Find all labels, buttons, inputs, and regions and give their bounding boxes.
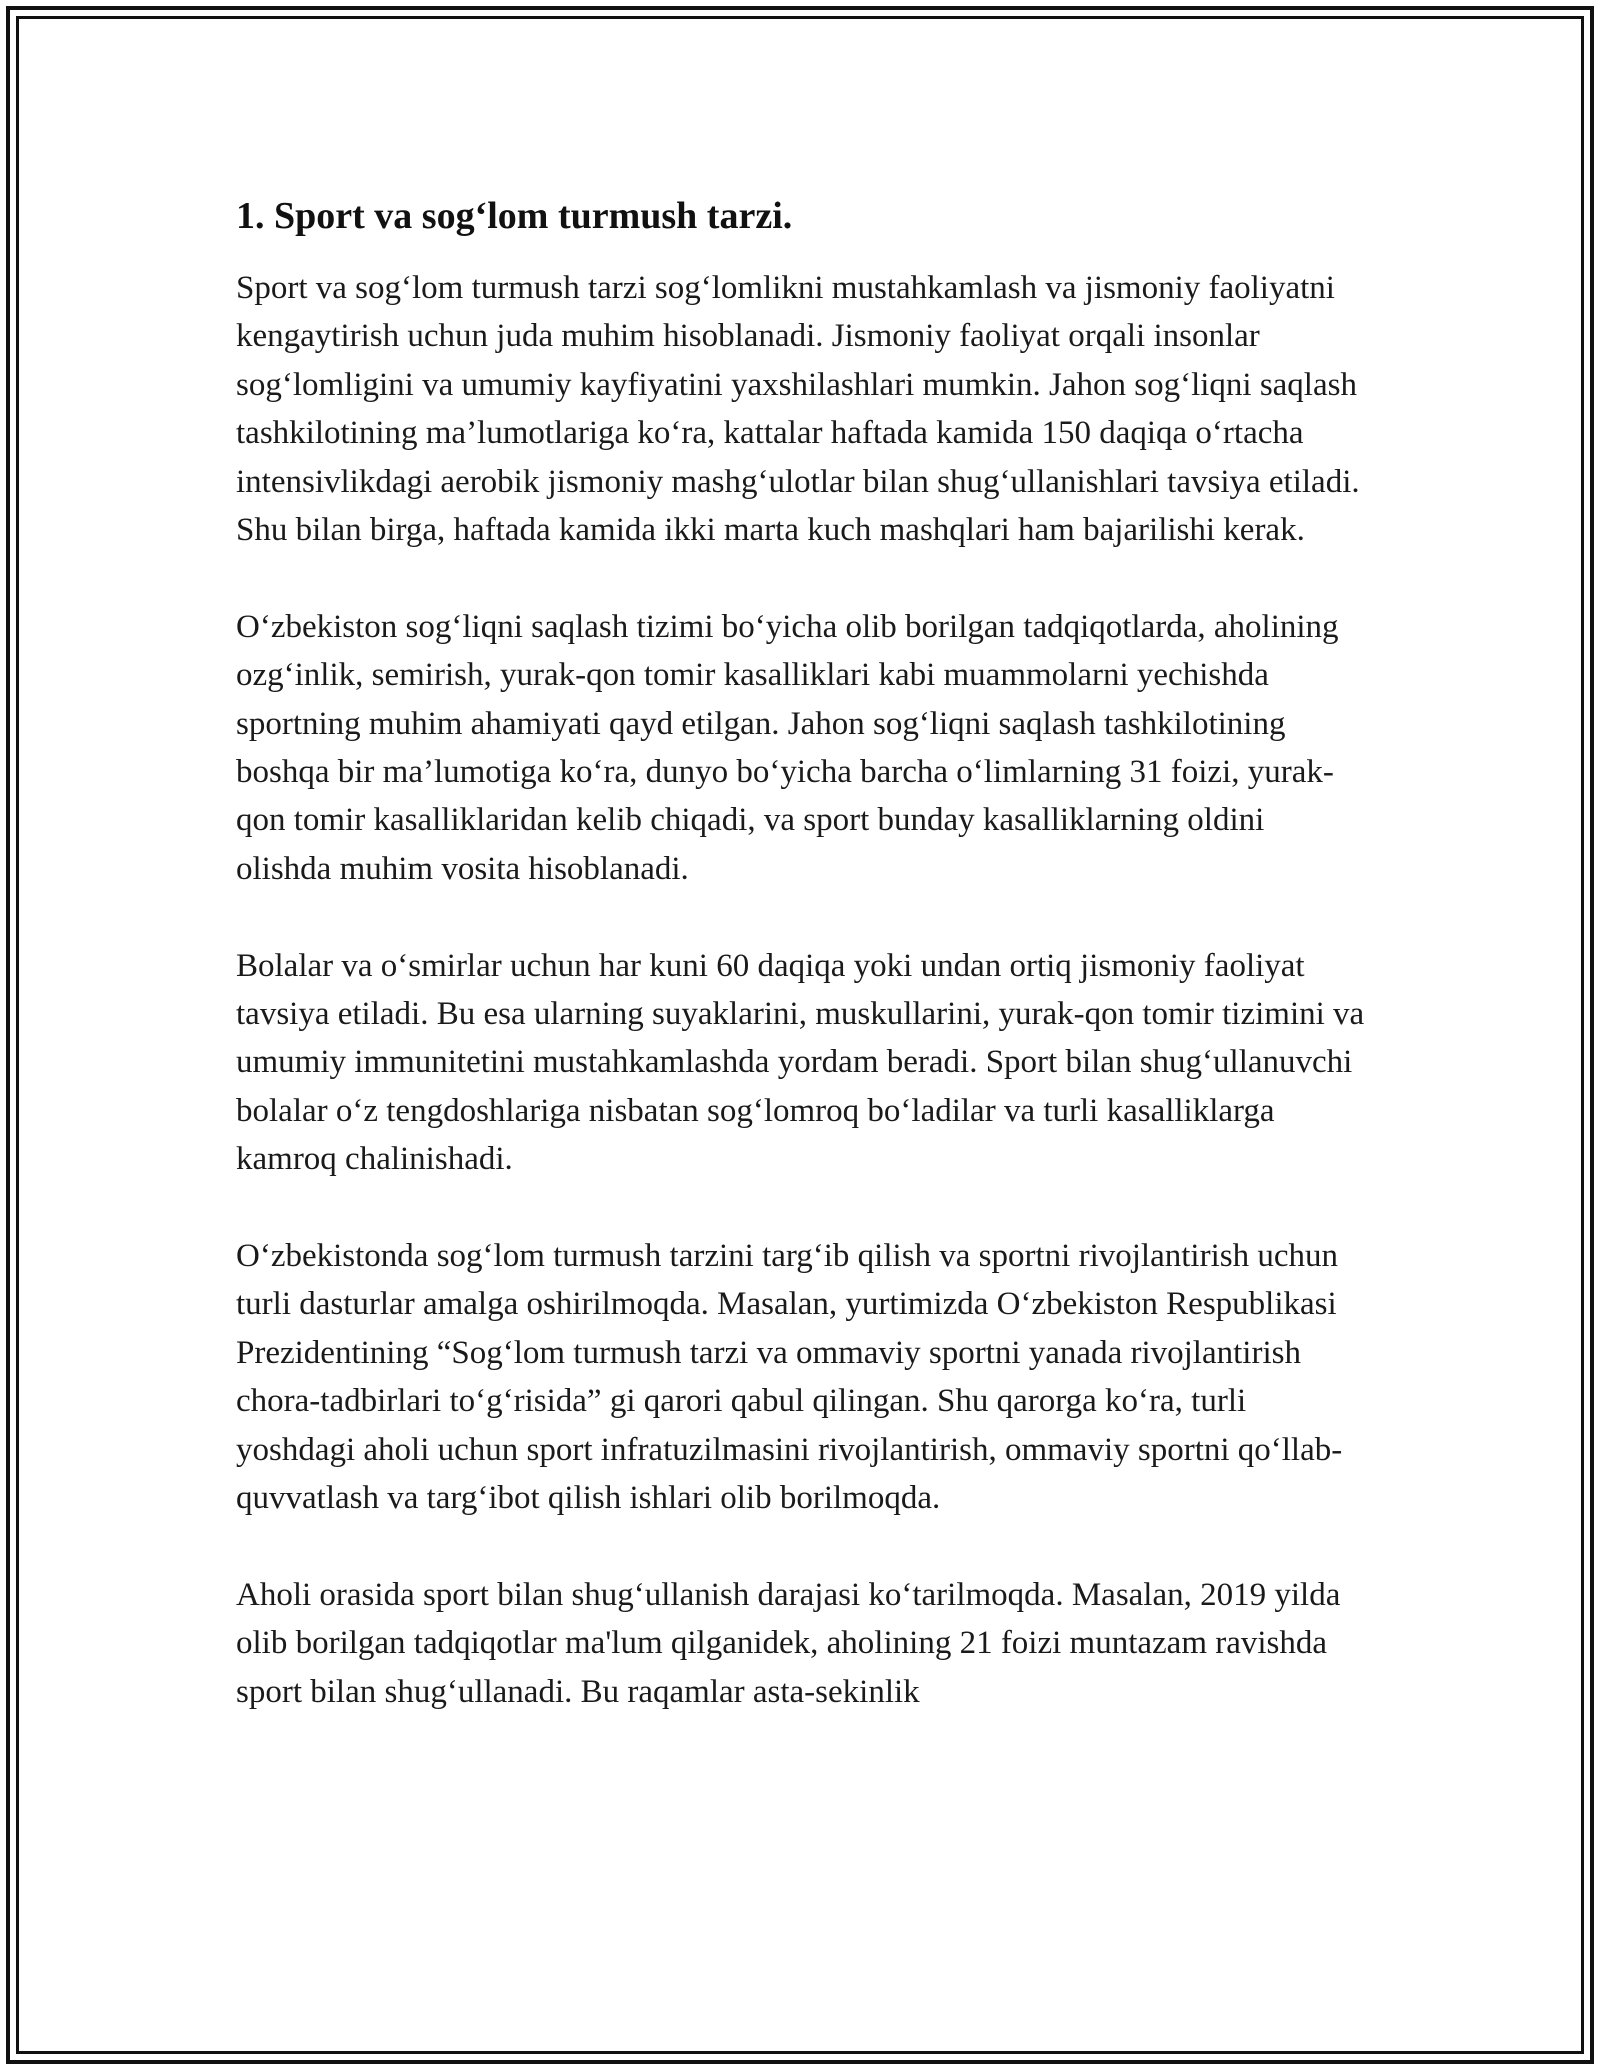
paragraph-2: O‘zbekiston sog‘liqni saqlash tizimi bo‘yicha olib borilgan tadqiqotlarda, aholining ozg‘inlik, semirish, yurak-qon tomir kasalliklari kabi muammolarni yechishda sportning muhim ahamiyati qayd etilgan. Jahon sog‘liqni saqlash tashkilotining boshqa bir ma’lumotiga ko‘ra, dunyo bo‘yicha barcha o‘limlarning 31 foizi, yurak-qon tomir kasalliklaridan kelib chiqadi, va sport bunday kasalliklarning oldini olishda muhim vosita hisoblanadi.	[236, 608, 1339, 887]
paragraph-5: Aholi orasida sport bilan shug‘ullanish darajasi ko‘tarilmoqda. Masalan, 2019 yilda olib borilgan tadqiqotlar ma'lum qilganidek, aholining 21 foizi muntazam ravishda sport bilan shug‘ullanadi. Bu raqamlar asta-sekinlik	[236, 1576, 1341, 1710]
document-body	[236, 188, 1366, 1765]
paragraph-4: O‘zbekistonda sog‘lom turmush tarzini targ‘ib qilish va sportni rivojlantirish uchun turli dasturlar amalga oshirilmoqda. Masalan, yurtimizda O‘zbekiston Respublikasi Prezidentining “Sog‘lom turmush tarzi va ommaviy sportni yanada rivojlantirish chora-tadbirlari to‘g‘risida” gi qarori qabul qilingan. Shu qarorga ko‘ra, turli yoshdagi aholi uchun sport infratuzilmasini rivojlantirish, ommaviy sportni qo‘llab-quvvatlash va targ‘ibot qilish ishlari olib borilmoqda.	[236, 1238, 1343, 1517]
paragraph-1: Sport va sog‘lom turmush tarzi sog‘lomlikni mustahkamlash va jismoniy faoliyatni kengaytirish uchun juda muhim hisoblanadi. Jismoniy faoliyat orqali insonlar sog‘lomligini va umumiy kayfiyatini yaxshilashlari mumkin. Jahon sog‘liqni saqlash tashkilotining ma’lumotlariga ko‘ra, kattalar haftada kamida 150 daqiqa o‘rtacha intensivlikdagi aerobik jismoniy mashg‘ulotlar bilan shug‘ullanishlari tavsiya etiladi. Shu bilan birga, haftada kamida ikki marta kuch mashqlari ham bajarilishi kerak.	[236, 270, 1360, 549]
paragraph-3: Bolalar va o‘smirlar uchun har kuni 60 daqiqa yoki undan ortiq jismoniy faoliyat tavsiya etiladi. Bu esa ularning suyaklarini, muskullarini, yurak-qon tomir tizimini va umumiy immunitetini mustahkamlashda yordam beradi. Sport bilan shug‘ullanuvchi bolalar o‘z tengdoshlariga nisbatan sog‘lomroq bo‘ladilar va turli kasalliklarga kamroq chalinishadi.	[236, 947, 1365, 1178]
section-heading: 1. Sport va sog‘lom turmush tarzi.	[236, 195, 793, 237]
